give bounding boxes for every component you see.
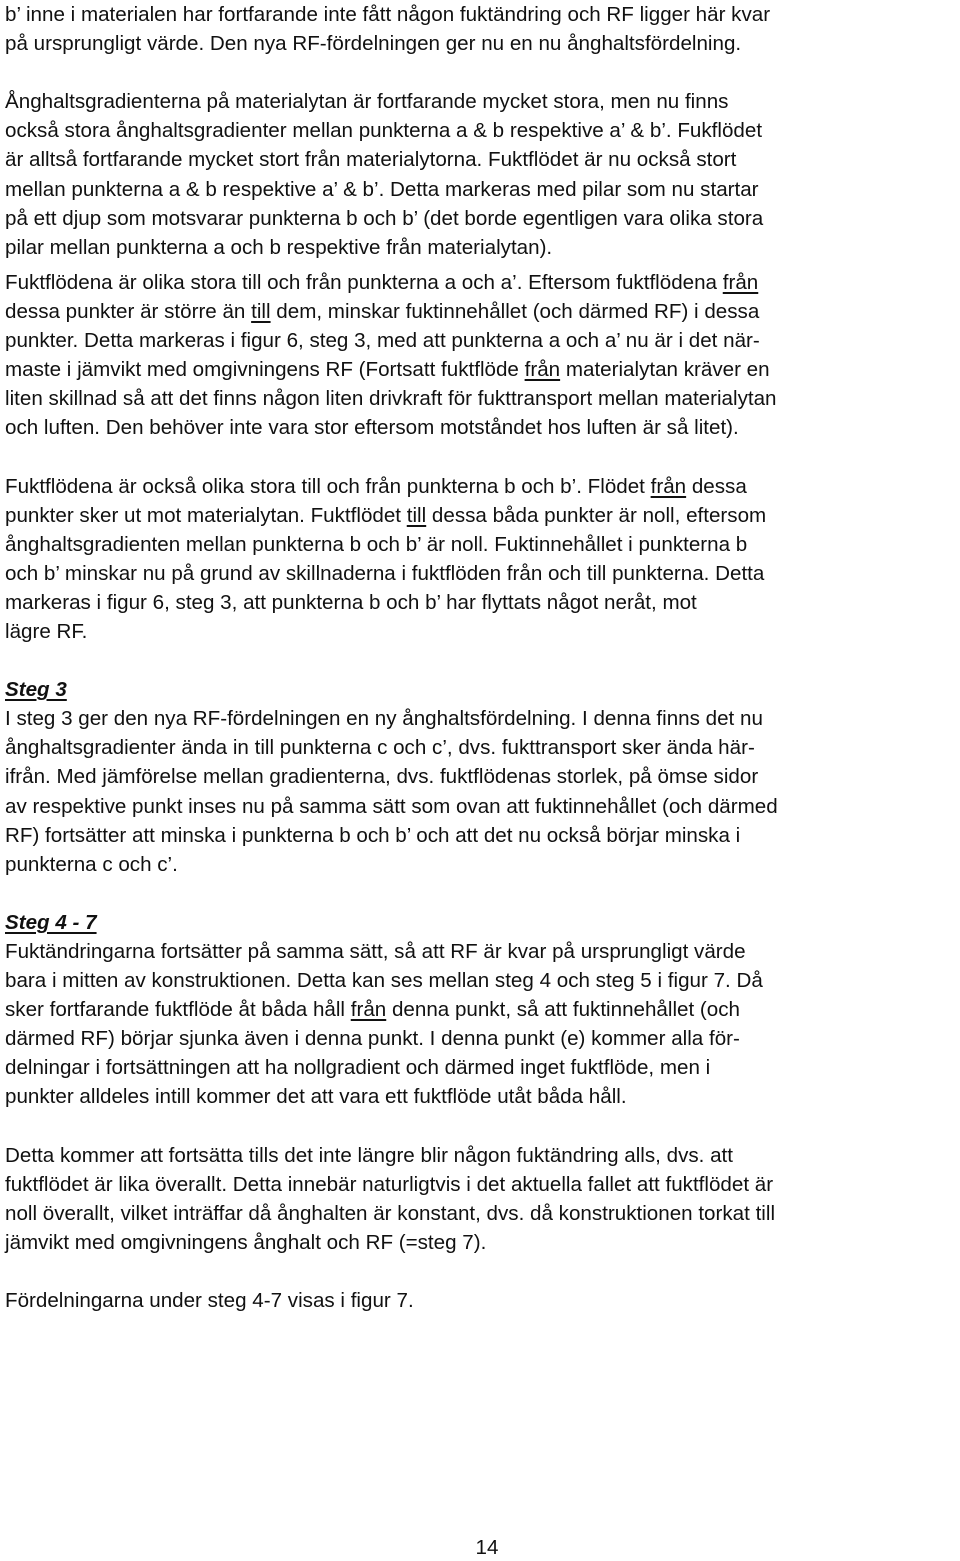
text-line: Ånghaltsgradienterna på materialytan är fortfarande mycket stora, men nu finns bbox=[5, 90, 729, 114]
underlined-word: från bbox=[524, 358, 561, 382]
text-line: bara i mitten av konstruktionen. Detta kan ses mellan steg 4 och steg 5 i figur 7. Då bbox=[5, 969, 763, 993]
text-line: av respektive punkt inses nu på samma sätt som ovan att fuktinnehållet (och därmed bbox=[5, 794, 778, 818]
text-line: Detta kommer att fortsätta tills det inte längre blir någon fuktändring alls, dvs. att bbox=[5, 1143, 734, 1167]
text-line: Fuktändringarna fortsätter på samma sätt, så att RF är kvar på ursprungligt värde bbox=[5, 940, 746, 963]
text-line: pilar mellan punkterna a och b respektive från materialytan). bbox=[5, 235, 553, 259]
section-heading: Steg 4 - 7 bbox=[5, 910, 97, 934]
underlined-word: från bbox=[650, 474, 687, 498]
text-line bbox=[5, 297, 957, 326]
text-line: punkter. Detta markeras i figur 6, steg 3, med att punkterna a och a’ nu är i det när- bbox=[5, 329, 760, 353]
text-run: punkter sker ut mot materialytan. Fuktflödet bbox=[5, 503, 407, 527]
text-run: dem, minskar fuktinnehållet (och därmed RF) i dessa bbox=[270, 299, 760, 323]
underlined-word: till bbox=[251, 299, 271, 323]
section-heading: Steg 3 bbox=[5, 678, 67, 702]
paragraph-2 bbox=[5, 87, 957, 262]
paragraph-gap bbox=[5, 1112, 957, 1141]
text-run: dessa båda punkter är noll, eftersom bbox=[426, 503, 767, 527]
text-line: därmed RF) börjar sjunka även i denna punkt. I denna punkt (e) kommer alla för- bbox=[5, 1027, 740, 1051]
text-line: lägre RF. bbox=[5, 619, 88, 643]
text-run: sker fortfarande fuktflöde åt båda håll bbox=[5, 998, 351, 1022]
paragraph-6 bbox=[5, 1286, 957, 1315]
text-run: dessa bbox=[686, 474, 747, 498]
text-line: b’ inne i materialen har fortfarande inte fått någon fuktändring och RF ligger här kvar bbox=[5, 3, 771, 26]
text-line: RF) fortsätter att minska i punkterna b och b’ och att det nu också börjar minska i bbox=[5, 823, 741, 847]
paragraph-gap bbox=[5, 442, 957, 471]
text-line: noll överallt, vilket inträffar då ånghalten är konstant, dvs. då konstruktionen torkat till bbox=[5, 1201, 776, 1225]
text-line: liten skillnad så att det finns någon liten drivkraft för fukttransport mellan materialytan bbox=[5, 387, 777, 411]
text-line bbox=[5, 355, 957, 384]
text-line: på ett djup som motsvarar punkterna b och b’ (det borde egentligen vara olika stora bbox=[5, 206, 764, 230]
paragraph-4 bbox=[5, 472, 957, 647]
text-line: fuktflödet är lika överallt. Detta innebär naturligtvis i det aktuella fallet att fuktflödet är bbox=[5, 1172, 774, 1196]
text-line bbox=[5, 472, 957, 501]
text-line: delningar i fortsättningen att ha nollgradient och därmed inget fuktflöde, men i bbox=[5, 1056, 711, 1080]
text-line bbox=[5, 501, 957, 530]
text-line: och luften. Den behöver inte vara stor eftersom motståndet hos luften är så litet). bbox=[5, 416, 739, 440]
document-page bbox=[5, 0, 957, 1315]
underlined-word: från bbox=[722, 270, 759, 294]
text-line: ifrån. Med jämförelse mellan gradienterna, dvs. fuktflödenas storlek, på ömse sidor bbox=[5, 765, 759, 789]
text-line bbox=[5, 995, 957, 1024]
paragraph-1 bbox=[5, 0, 957, 58]
text-run: materialytan kräver en bbox=[560, 358, 770, 382]
text-line: markeras i figur 6, steg 3, att punkterna b och b’ har flyttats något neråt, mot bbox=[5, 590, 697, 614]
text-line: mellan punkterna a & b respektive a’ & b’. Detta markeras med pilar som nu startar bbox=[5, 177, 759, 201]
paragraph-gap bbox=[5, 1257, 957, 1286]
text-run: denna punkt, så att fuktinnehållet (och bbox=[386, 998, 740, 1022]
section-steg-3 bbox=[5, 675, 957, 879]
text-line: jämvikt med omgivningens ånghalt och RF (=steg 7). bbox=[5, 1230, 487, 1254]
paragraph-gap bbox=[5, 58, 957, 87]
paragraph-gap bbox=[5, 646, 957, 675]
text-line: I steg 3 ger den nya RF-fördelningen en ny ånghaltsfördelning. I denna finns det nu bbox=[5, 707, 763, 731]
text-line: Fördelningarna under steg 4-7 visas i figur 7. bbox=[5, 1289, 414, 1313]
text-line: är alltså fortfarande mycket stort från materialytorna. Fuktflödet är nu också stort bbox=[5, 148, 737, 172]
text-run: maste i jämvikt med omgivningens RF (Fortsatt fuktflöde bbox=[5, 358, 525, 382]
text-line: och b’ minskar nu på grund av skillnaderna i fuktflöden från och till punkterna. Detta bbox=[5, 561, 765, 585]
paragraph-gap bbox=[5, 879, 957, 908]
text-run: Fuktflödena är olika stora till och från punkterna a och a’. Eftersom fuktflödena bbox=[5, 270, 723, 294]
paragraph-3 bbox=[5, 268, 957, 443]
text-line: ånghaltsgradienter ända in till punkterna c och c’, dvs. fukttransport sker ända här- bbox=[5, 736, 755, 760]
text-run: dessa punkter är större än bbox=[5, 299, 252, 323]
text-line: också stora ånghaltsgradienter mellan punkterna a & b respektive a’ & b’. Fukflödet bbox=[5, 119, 763, 143]
text-line bbox=[5, 268, 957, 297]
text-line: ånghaltsgradienten mellan punkterna b och b’ är noll. Fuktinnehållet i punkterna b bbox=[5, 532, 748, 556]
underlined-word: från bbox=[350, 998, 387, 1022]
text-line: punkter alldeles intill kommer det att vara ett fuktflöde utåt båda håll. bbox=[5, 1085, 627, 1109]
text-line: punkterna c och c’. bbox=[5, 852, 178, 876]
paragraph-5 bbox=[5, 1141, 957, 1257]
underlined-word: till bbox=[406, 503, 427, 527]
text-line: på ursprungligt värde. Den nya RF-fördelningen ger nu en nu ånghaltsfördelning. bbox=[5, 32, 742, 56]
text-run: Fuktflödena är också olika stora till och från punkterna b och b’. Flödet bbox=[5, 474, 651, 498]
section-steg-4-7 bbox=[5, 908, 957, 1112]
page-number: 14 bbox=[475, 1536, 499, 1559]
